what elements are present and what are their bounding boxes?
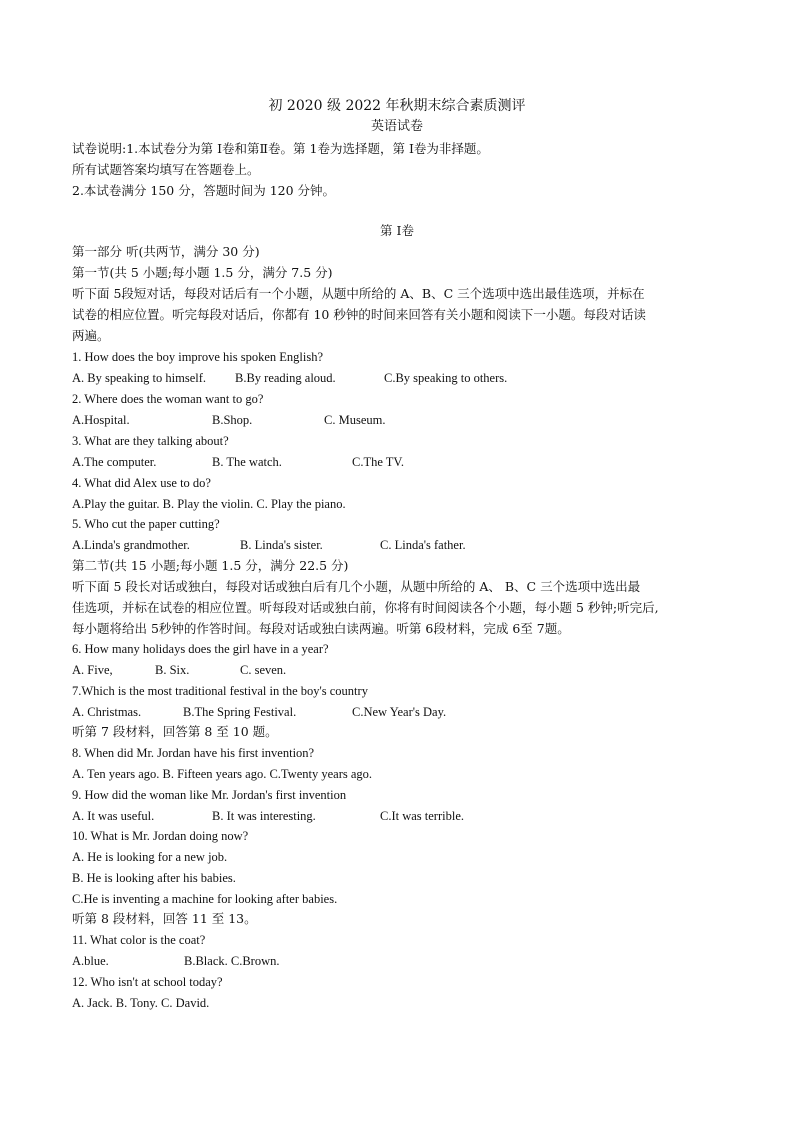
instruction-line: 2.本试卷满分 150 分，答题时间为 120 分钟。: [72, 183, 336, 198]
question-text: 3. What are they talking about?: [72, 434, 229, 448]
part-title: 第一部分 听(共两节，满分 30 分): [72, 244, 260, 259]
option-a: A. He is looking for a new job.: [72, 850, 228, 864]
exam-title: 初 2020 级 2022 年秋期末综合素质测评: [268, 98, 526, 114]
option-bc: B.Black. C.Brown.: [184, 954, 280, 968]
option-c: C.The TV.: [352, 455, 404, 469]
option-c: C. Linda's father.: [380, 538, 466, 552]
question-text: 2. Where does the woman want to go?: [72, 392, 264, 406]
question-text: 7.Which is the most traditional festival in the boy's country: [72, 684, 368, 698]
option-c: C.By speaking to others.: [384, 371, 508, 385]
question-text: 12. Who isn't at school today?: [72, 975, 223, 989]
volume-title: 第 I卷: [380, 223, 414, 238]
question-text: 4. What did Alex use to do?: [72, 476, 211, 490]
question-text: 11. What color is the coat?: [72, 933, 206, 947]
question-text: 10. What is Mr. Jordan doing now?: [72, 829, 249, 843]
section-directions: 佳选项，并标在试卷的相应位置。听每段对话或独白前，你将有时间阅读各个小题，每小题 5 秒钟;听完后,: [72, 600, 659, 615]
section-directions: 两遍。: [72, 328, 110, 343]
listening-note: 听第 8 段材料，回答 11 至 13。: [72, 911, 257, 926]
option-a: A. Five,: [72, 663, 113, 677]
option-b: B.By reading aloud.: [235, 371, 336, 385]
listening-note: 听第 7 段材料，回答第 8 至 10 题。: [72, 724, 278, 739]
section-directions: 听下面 5 段长对话或独白，每段对话或独白后有几个小题，从题中所给的 A、 B、C 三个选项中选出最: [72, 579, 641, 594]
section-directions: 每小题将给出 5秒钟的作答时间。每段对话或独白读两遍。听第 6段材料，完成 6至 7题。: [72, 621, 570, 636]
option-a: A. By speaking to himself.: [72, 371, 207, 385]
option-b: B. The watch.: [212, 455, 282, 469]
exam-subtitle: 英语试卷: [370, 119, 423, 134]
option-a: A.blue.: [72, 954, 109, 968]
option-a: A. Christmas.: [72, 705, 142, 719]
option-b: B. Six.: [155, 663, 190, 677]
option-b: B. Linda's sister.: [240, 538, 323, 552]
question-text: 9. How did the woman like Mr. Jordan's first invention: [72, 788, 347, 802]
option-a: A.Linda's grandmother.: [72, 538, 190, 552]
instruction-line: 试卷说明:1.本试卷分为第 I卷和第Ⅱ卷。第 1卷为选择题，第 I卷为非择题。: [72, 141, 489, 156]
question-text: 8. When did Mr. Jordan have his first invention?: [72, 746, 315, 760]
question-text: 1. How does the boy improve his spoken English?: [72, 350, 324, 364]
option-b: B.The Spring Festival.: [183, 705, 297, 719]
section-title: 第二节(共 15 小题;每小题 1.5 分，满分 22.5 分): [72, 558, 349, 573]
question-text: 5. Who cut the paper cutting?: [72, 517, 220, 531]
options-line: A. Ten years ago. B. Fifteen years ago. C.Twenty years ago.: [72, 767, 373, 781]
option-c: C.He is inventing a machine for looking after babies.: [72, 892, 338, 906]
option-b: B.Shop.: [212, 413, 253, 427]
question-text: 6. How many holidays does the girl have in a year?: [72, 642, 329, 656]
option-b: B. He is looking after his babies.: [72, 871, 236, 885]
option-c: C. seven.: [240, 663, 287, 677]
option-c: C.It was terrible.: [380, 809, 465, 823]
option-a: A. It was useful.: [72, 809, 155, 823]
option-c: C. Museum.: [324, 413, 386, 427]
section-title: 第一节(共 5 小题;每小题 1.5 分，满分 7.5 分): [72, 265, 333, 280]
option-b: B. It was interesting.: [212, 809, 316, 823]
options-line: A.Play the guitar. B. Play the violin. C. Play the piano.: [72, 497, 346, 511]
option-a: A.The computer.: [72, 455, 157, 469]
options-line: A. Jack. B. Tony. C. David.: [72, 996, 210, 1010]
section-directions: 试卷的相应位置。听完每段对话后，你都有 10 秒钟的时间来回答有关小题和阅读下一小题。每段对话读: [72, 307, 646, 322]
option-a: A.Hospital.: [72, 413, 130, 427]
option-c: C.New Year's Day.: [352, 705, 447, 719]
section-directions: 听下面 5段短对话，每段对话后有一个小题，从题中所给的 A、B、C 三个选项中选出最佳选项，并标在: [72, 286, 645, 301]
instruction-line: 所有试题答案均填写在答题卷上。: [72, 162, 260, 177]
